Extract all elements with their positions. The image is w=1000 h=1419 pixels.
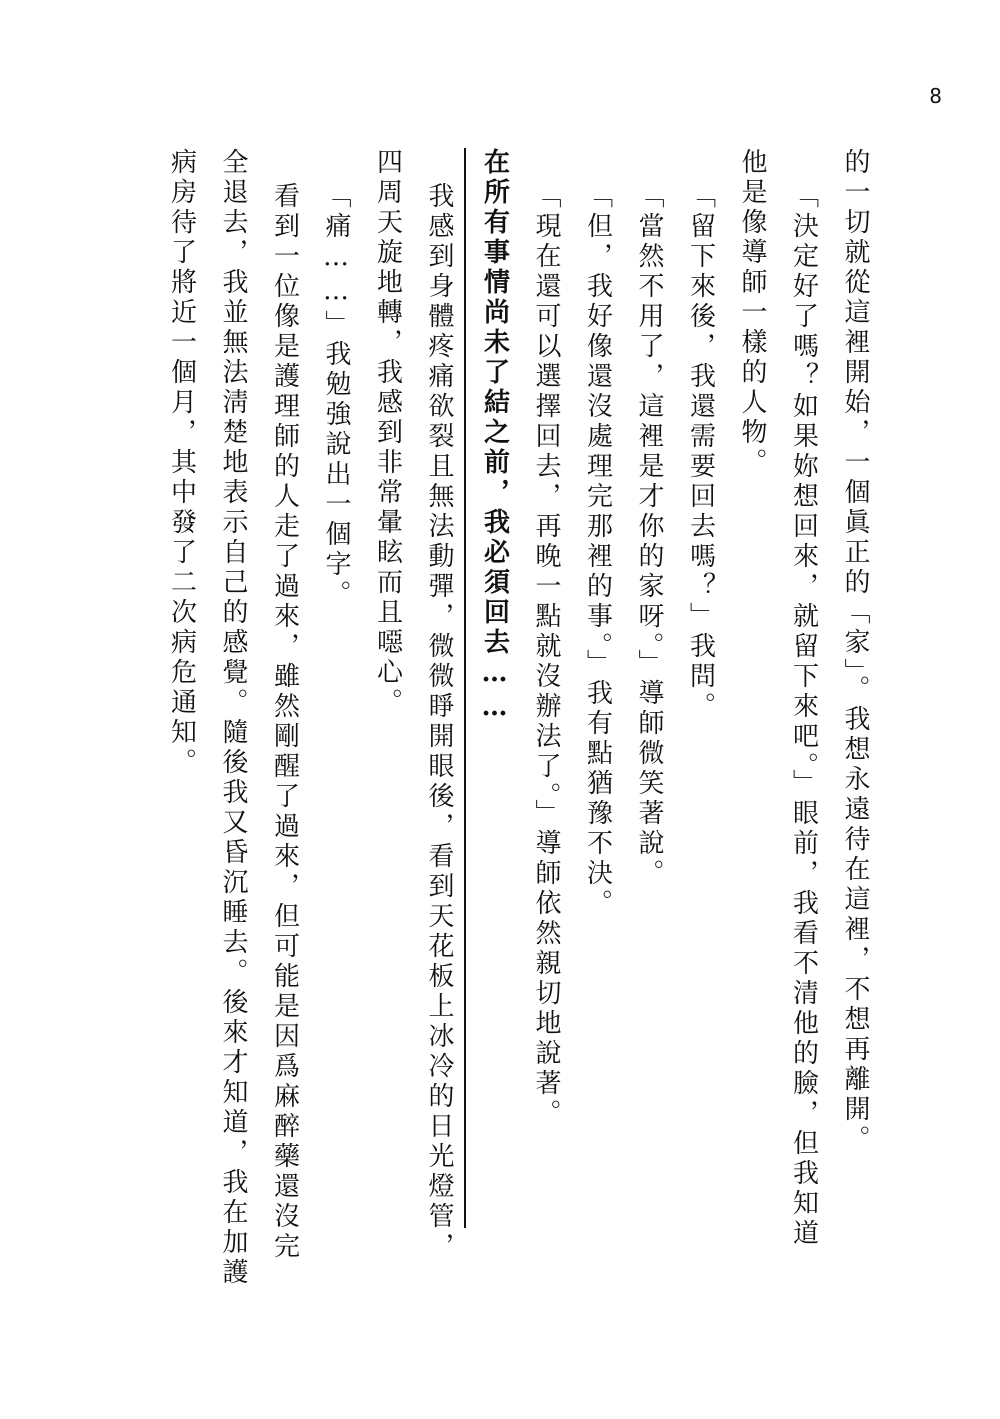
text-line: 「痛……」我勉強說出一個字。 — [321, 182, 351, 610]
text-line: 我感到身體疼痛欲裂且無法動彈，微微睜開眼後，看到天花板上冰冷的日光燈管， — [424, 182, 454, 1262]
text-line: 「留下來後，我還需要回去嗎？」我問。 — [685, 182, 716, 722]
page-number: 8 — [929, 84, 942, 108]
text-line: 「但，我好像還沒處理完那裡的事。」我有點猶豫不決。 — [582, 182, 613, 919]
text-line: 「決定好了嗎？如果妳想回來，就留下來吧。」眼前，我看不清他的臉，但我知道 — [788, 182, 819, 1249]
text-line: 他是像導師一樣的人物。 — [737, 148, 767, 478]
text-line: 全退去，我並無法淸楚地表示自己的感覺。隨後我又昏沉睡去。後來才知道，我在加護 — [218, 148, 248, 1288]
vertical-text-body — [155, 148, 880, 1288]
text-line: 的一切就從這裡開始，一個眞正的「家」。我想永遠待在這裡，不想再離開。 — [840, 148, 870, 1155]
text-line: 「現在還可以選擇回去，再晚一點就沒辦法了。」導師依然親切地說著。 — [531, 182, 561, 1129]
text-line: 看到一位像是護理師的人走了過來，雖然剛醒了過來，但可能是因爲麻醉藥還沒完 — [269, 182, 300, 1262]
emphasized-line: 在所有事情尚未了結之前，我必須回去…… — [464, 148, 520, 1228]
text-line: 「當然不用了，這裡是才你的家呀。」導師微笑著說。 — [634, 182, 664, 889]
text-line: 病房待了將近一個月，其中發了二次病危通知。 — [166, 148, 197, 778]
text-line: 四周天旋地轉，我感到非常暈眩而且噁心。 — [372, 148, 403, 718]
